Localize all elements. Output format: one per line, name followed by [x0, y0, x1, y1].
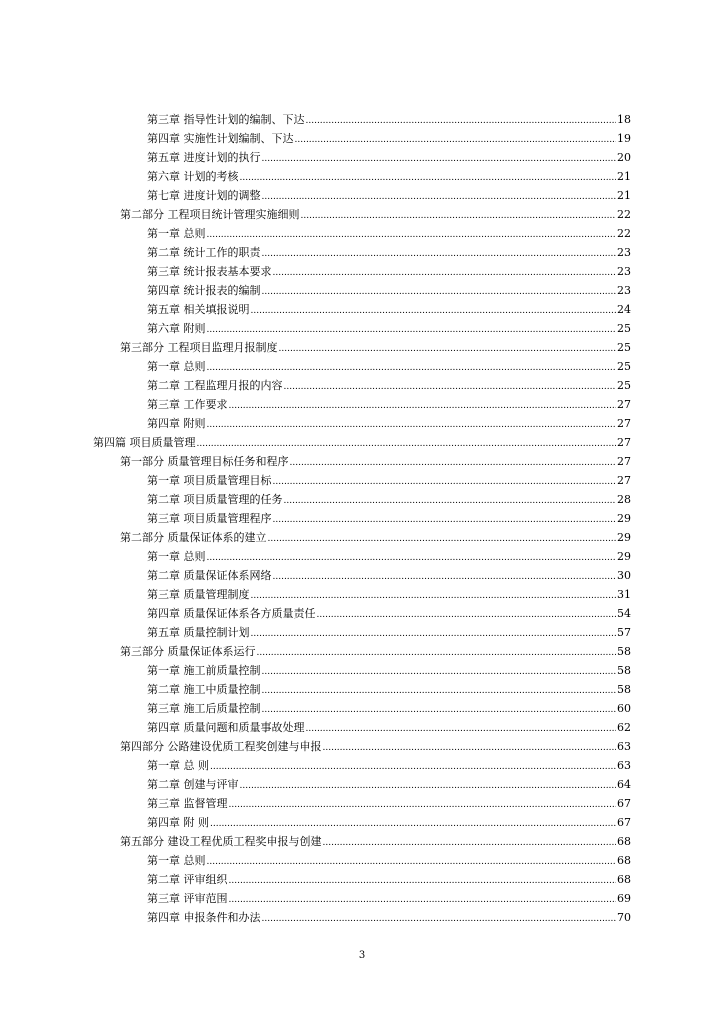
dot-leader — [317, 604, 617, 625]
toc-entry-page: 68 — [617, 873, 631, 886]
dot-leader — [301, 205, 617, 226]
toc-entry-page: 27 — [617, 417, 631, 430]
toc-entry-page: 23 — [617, 246, 631, 259]
toc-entry[interactable] — [0, 205, 631, 224]
toc-entry-label: 第二部分 工程项目统计管理实施细则 — [120, 208, 300, 221]
toc-entry[interactable] — [0, 680, 631, 699]
dot-leader — [207, 547, 617, 568]
toc-entry[interactable] — [0, 870, 631, 889]
dot-leader — [207, 414, 617, 435]
toc-entry-page: 25 — [617, 322, 631, 335]
toc-entry[interactable] — [0, 699, 631, 718]
dot-leader — [251, 300, 617, 321]
table-of-contents — [0, 110, 724, 927]
toc-entry[interactable] — [0, 908, 631, 927]
dot-leader — [197, 433, 617, 454]
toc-entry[interactable] — [0, 585, 631, 604]
toc-entry[interactable] — [0, 642, 631, 661]
toc-entry-label: 第三章 监督管理 — [147, 797, 228, 810]
toc-entry-label: 第一章 项目质量管理目标 — [147, 474, 272, 487]
toc-entry-label: 第六章 计划的考核 — [147, 170, 239, 183]
dot-leader — [262, 243, 617, 264]
toc-entry-page: 22 — [617, 227, 631, 240]
dot-leader — [284, 490, 617, 511]
page-number: 3 — [358, 950, 366, 961]
toc-entry[interactable] — [0, 167, 631, 186]
toc-entry[interactable] — [0, 604, 631, 623]
dot-leader — [257, 642, 617, 663]
toc-entry-page: 25 — [617, 341, 631, 354]
toc-entry-page: 18 — [617, 113, 631, 126]
toc-entry[interactable] — [0, 224, 631, 243]
dot-leader — [210, 813, 616, 834]
toc-entry-page: 27 — [617, 398, 631, 411]
toc-entry[interactable] — [0, 718, 631, 737]
toc-entry-label: 第一章 总则 — [147, 360, 206, 373]
toc-entry-label: 第四章 质量问题和质量事故处理 — [147, 721, 305, 734]
toc-entry-page: 58 — [617, 645, 631, 658]
toc-entry-page: 20 — [617, 151, 631, 164]
toc-entry-label: 第一章 总则 — [147, 227, 206, 240]
dot-leader — [290, 452, 617, 473]
dot-leader — [323, 737, 617, 758]
dot-leader — [229, 870, 617, 891]
dot-leader — [229, 395, 617, 416]
dot-leader — [262, 148, 617, 169]
toc-entry-label: 第三章 质量管理制度 — [147, 588, 250, 601]
toc-entry[interactable] — [0, 376, 631, 395]
toc-entry[interactable] — [0, 452, 631, 471]
toc-entry-label: 第一章 总则 — [147, 854, 206, 867]
toc-entry-label: 第一章 总则 — [147, 550, 206, 563]
toc-entry-page: 58 — [617, 683, 631, 696]
dot-leader — [262, 908, 617, 929]
toc-entry[interactable] — [0, 794, 631, 813]
dot-leader — [268, 528, 617, 549]
toc-entry-page: 54 — [617, 607, 631, 620]
toc-entry-page: 21 — [617, 170, 631, 183]
dot-leader — [262, 661, 617, 682]
toc-entry[interactable] — [0, 262, 631, 281]
dot-leader — [207, 319, 617, 340]
dot-leader — [210, 756, 616, 777]
toc-entry[interactable] — [0, 851, 631, 870]
toc-entry[interactable] — [0, 129, 631, 148]
toc-entry-label: 第四章 附则 — [147, 417, 206, 430]
toc-entry-label: 第四篇 项目质量管理 — [93, 436, 196, 449]
toc-entry[interactable] — [0, 566, 631, 585]
toc-entry-page: 28 — [617, 493, 631, 506]
toc-entry-label: 第六章 附则 — [147, 322, 206, 335]
toc-entry-label: 第四章 实施性计划编制、下达 — [147, 132, 294, 145]
dot-leader — [207, 851, 617, 872]
dot-leader — [207, 357, 617, 378]
toc-entry-label: 第五章 质量控制计划 — [147, 626, 250, 639]
toc-entry-page: 67 — [617, 797, 631, 810]
toc-entry-page: 25 — [617, 379, 631, 392]
dot-leader — [262, 186, 617, 207]
toc-entry-label: 第五部分 建设工程优质工程奖申报与创建 — [120, 835, 322, 848]
dot-leader — [306, 110, 617, 131]
dot-leader — [251, 623, 617, 644]
toc-entry-page: 29 — [617, 531, 631, 544]
toc-entry[interactable] — [0, 395, 631, 414]
toc-entry-page: 21 — [617, 189, 631, 202]
toc-entry-label: 第二部分 质量保证体系的建立 — [120, 531, 267, 544]
dot-leader — [207, 224, 617, 245]
dot-leader — [262, 680, 617, 701]
toc-entry-label: 第二章 项目质量管理的任务 — [147, 493, 283, 506]
toc-entry-page: 29 — [617, 512, 631, 525]
toc-entry-page: 68 — [617, 854, 631, 867]
toc-entry-page: 69 — [617, 892, 631, 905]
toc-entry-page: 27 — [617, 436, 631, 449]
dot-leader — [323, 832, 617, 853]
toc-entry[interactable] — [0, 357, 631, 376]
toc-entry-page: 31 — [617, 588, 631, 601]
toc-entry-label: 第二章 质量保证体系网络 — [147, 569, 272, 582]
toc-entry[interactable] — [0, 433, 631, 452]
toc-entry-label: 第三部分 质量保证体系运行 — [120, 645, 256, 658]
toc-entry[interactable] — [0, 623, 631, 642]
toc-entry-label: 第三章 工作要求 — [147, 398, 228, 411]
toc-entry-label: 第二章 创建与评审 — [147, 778, 239, 791]
toc-entry[interactable] — [0, 737, 631, 756]
toc-entry-label: 第三章 项目质量管理程序 — [147, 512, 272, 525]
toc-entry[interactable] — [0, 243, 631, 262]
toc-entry[interactable] — [0, 547, 631, 566]
toc-entry-label: 第二章 工程监理月报的内容 — [147, 379, 283, 392]
toc-entry-page: 24 — [617, 303, 631, 316]
dot-leader — [273, 262, 617, 283]
toc-entry[interactable] — [0, 832, 631, 851]
toc-entry-label: 第四章 附 则 — [147, 816, 209, 829]
toc-entry-page: 62 — [617, 721, 631, 734]
toc-entry-page: 27 — [617, 455, 631, 468]
toc-entry-page: 63 — [617, 740, 631, 753]
toc-entry-page: 60 — [617, 702, 631, 715]
toc-entry[interactable] — [0, 889, 631, 908]
toc-entry-label: 第七章 进度计划的调整 — [147, 189, 261, 202]
toc-entry[interactable] — [0, 756, 631, 775]
toc-entry-label: 第二章 评审组织 — [147, 873, 228, 886]
toc-entry-page: 63 — [617, 759, 631, 772]
toc-entry-label: 第四章 质量保证体系各方质量责任 — [147, 607, 316, 620]
toc-entry[interactable] — [0, 414, 631, 433]
dot-leader — [284, 376, 617, 397]
toc-entry-label: 第三章 统计报表基本要求 — [147, 265, 272, 278]
dot-leader — [240, 167, 617, 188]
toc-entry-label: 第三章 指导性计划的编制、下达 — [147, 113, 305, 126]
toc-entry-page: 57 — [617, 626, 631, 639]
dot-leader — [273, 471, 617, 492]
dot-leader — [229, 889, 617, 910]
toc-entry-label: 第三部分 工程项目监理月报制度 — [120, 341, 278, 354]
toc-entry[interactable] — [0, 471, 631, 490]
toc-entry[interactable] — [0, 319, 631, 338]
toc-entry-label: 第二章 统计工作的职责 — [147, 246, 261, 259]
toc-entry[interactable] — [0, 338, 631, 357]
toc-entry[interactable] — [0, 110, 631, 129]
toc-entry-page: 29 — [617, 550, 631, 563]
toc-entry-page: 27 — [617, 474, 631, 487]
dot-leader — [306, 718, 617, 739]
toc-entry-page: 25 — [617, 360, 631, 373]
toc-entry[interactable] — [0, 490, 631, 509]
dot-leader — [229, 794, 617, 815]
dot-leader — [273, 509, 617, 530]
toc-entry-label: 第一章 总 则 — [147, 759, 209, 772]
toc-entry[interactable] — [0, 281, 631, 300]
toc-entry-page: 23 — [617, 284, 631, 297]
toc-entry-label: 第一部分 质量管理目标任务和程序 — [120, 455, 289, 468]
toc-entry-page: 70 — [617, 911, 631, 924]
toc-entry[interactable] — [0, 148, 631, 167]
dot-leader — [262, 281, 617, 302]
dot-leader — [251, 585, 617, 606]
toc-entry-label: 第五章 进度计划的执行 — [147, 151, 261, 164]
dot-leader — [273, 566, 617, 587]
toc-entry-label: 第二章 施工中质量控制 — [147, 683, 261, 696]
toc-entry-page: 64 — [617, 778, 631, 791]
toc-entry-page: 22 — [617, 208, 631, 221]
toc-entry-label: 第四章 申报条件和办法 — [147, 911, 261, 924]
toc-entry-label: 第四部分 公路建设优质工程奖创建与申报 — [120, 740, 322, 753]
toc-entry-label: 第三章 评审范围 — [147, 892, 228, 905]
toc-entry[interactable] — [0, 775, 631, 794]
dot-leader — [295, 129, 617, 150]
dot-leader — [279, 338, 617, 359]
toc-entry[interactable] — [0, 186, 631, 205]
toc-entry-page: 19 — [617, 132, 631, 145]
toc-entry-page: 67 — [617, 816, 631, 829]
dot-leader — [262, 699, 617, 720]
dot-leader — [240, 775, 617, 796]
toc-entry-label: 第五章 相关填报说明 — [147, 303, 250, 316]
toc-entry-page: 68 — [617, 835, 631, 848]
toc-entry-label: 第一章 施工前质量控制 — [147, 664, 261, 677]
toc-entry[interactable] — [0, 528, 631, 547]
toc-entry-page: 30 — [617, 569, 631, 582]
toc-entry[interactable] — [0, 509, 631, 528]
toc-entry-label: 第三章 施工后质量控制 — [147, 702, 261, 715]
toc-entry[interactable] — [0, 813, 631, 832]
toc-entry-page: 58 — [617, 664, 631, 677]
toc-entry[interactable] — [0, 661, 631, 680]
toc-entry-label: 第四章 统计报表的编制 — [147, 284, 261, 297]
toc-entry[interactable] — [0, 300, 631, 319]
toc-entry-page: 23 — [617, 265, 631, 278]
